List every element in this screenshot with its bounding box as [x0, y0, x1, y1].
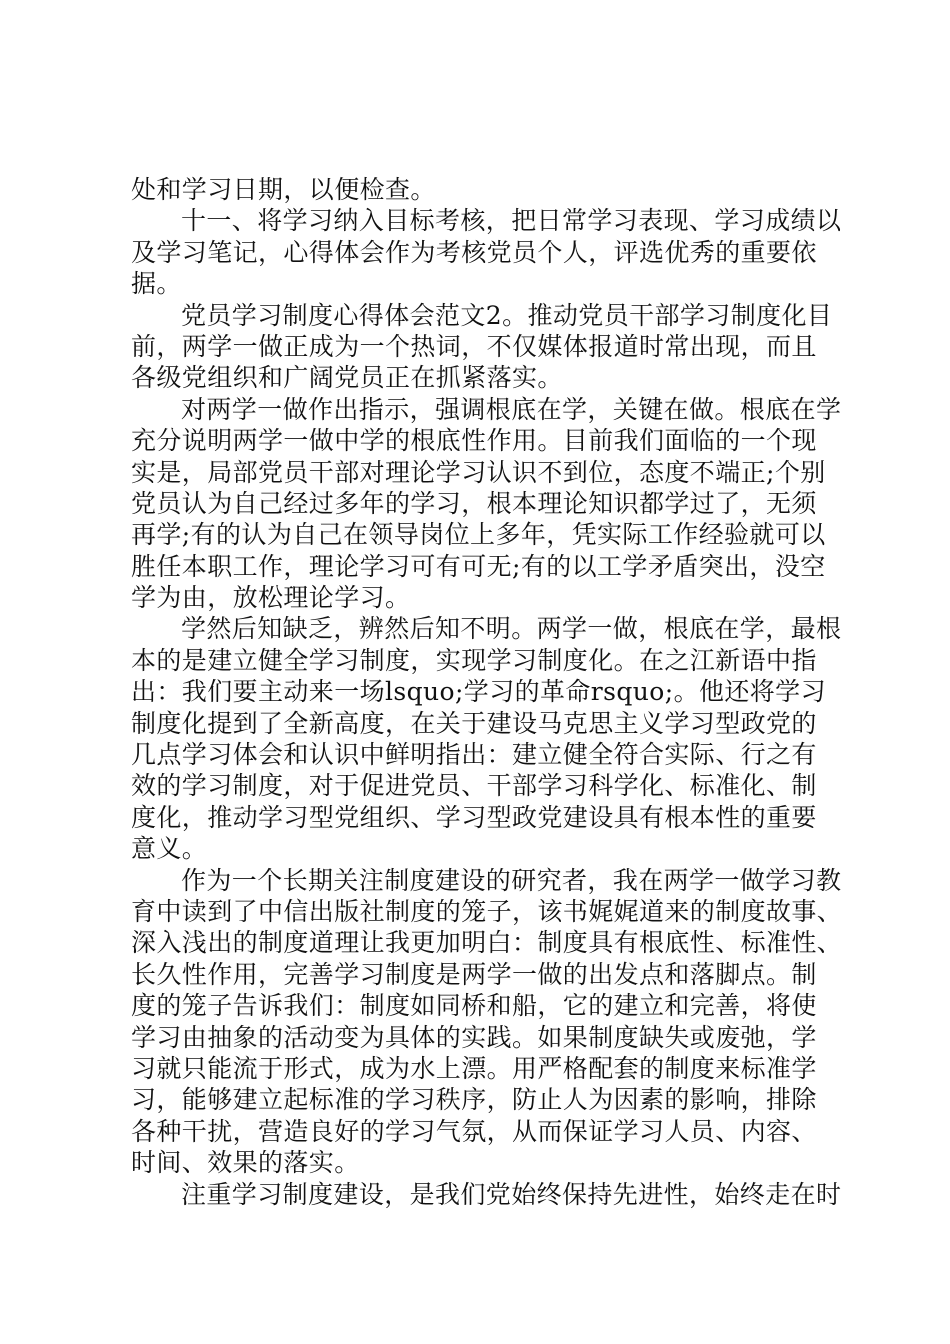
text-line: 几点学习体会和认识中鲜明指出：建立健全符合实际、行之有 — [131, 740, 817, 770]
text-line: 度化，推动学习型党组织、学习型政党建设具有根本性的重要 — [131, 802, 817, 832]
paragraph-first-line: 党员学习制度心得体会范文2。推动党员干部学习制度化目 — [181, 300, 833, 330]
text-line: 学习由抽象的活动变为具体的实践。如果制度缺失或废弛，学 — [131, 1022, 817, 1052]
text-line: 及学习笔记，心得体会作为考核党员个人，评选优秀的重要依 — [131, 237, 817, 267]
text-line: 意义。 — [131, 834, 208, 864]
text-line: 党员认为自己经过多年的学习，根本理论知识都学过了，无须 — [131, 488, 817, 518]
document-body — [131, 174, 843, 1210]
text-line: 效的学习制度，对于促进党员、干部学习科学化、标准化、制 — [131, 771, 817, 801]
paragraph-first-line: 对两学一做作出指示，强调根底在学，关键在做。根底在学 — [181, 394, 842, 424]
paragraph-first-line: 学然后知缺乏，辨然后知不明。两学一做，根底在学，最根 — [181, 614, 842, 644]
text-line: 学为由，放松理论学习。 — [131, 583, 411, 613]
text-line: 育中读到了中信出版社制度的笼子，该书娓娓道来的制度故事、 — [131, 896, 843, 926]
text-line: 长久性作用，完善学习制度是两学一做的出发点和落脚点。制 — [131, 959, 817, 989]
text-line: 习就只能流于形式，成为水上漂。用严格配套的制度来标准学 — [131, 1053, 817, 1083]
text-line: 再学;有的认为自己在领导岗位上多年，凭实际工作经验就可以 — [131, 520, 826, 550]
text-line: 处和学习日期，以便检查。 — [131, 175, 436, 204]
text-line: 出：我们要主动来一场lsquo;学习的革命rsquo;。他还将学习 — [131, 677, 826, 707]
text-line: 充分说明两学一做中学的根底性作用。目前我们面临的一个现 — [131, 426, 817, 456]
text-line: 深入浅出的制度道理让我更加明白：制度具有根底性、标准性、 — [131, 928, 843, 958]
text-line: 胜任本职工作，理论学习可有可无;有的以工学矛盾突出，没空 — [131, 551, 826, 581]
text-line: 各种干扰，营造良好的学习气氛，从而保证学习人员、内容、 — [131, 1116, 817, 1146]
text-line: 实是，局部党员干部对理论学习认识不到位，态度不端正;个别 — [131, 457, 826, 487]
paragraph-first-line: 十一、将学习纳入目标考核，把日常学习表现、学习成绩以 — [181, 206, 842, 236]
text-line: 习，能够建立起标准的学习秩序，防止人为因素的影响，排除 — [131, 1085, 817, 1115]
text-line: 时间、效果的落实。 — [131, 1148, 360, 1178]
paragraph-first-line: 注重学习制度建设，是我们党始终保持先进性，始终走在时 — [181, 1179, 842, 1209]
text-line: 据。 — [131, 269, 182, 299]
text-line: 前，两学一做正成为一个热词，不仅媒体报道时常出现，而且 — [131, 331, 817, 361]
text-line: 度的笼子告诉我们：制度如同桥和船，它的建立和完善，将使 — [131, 991, 817, 1021]
text-line: 本的是建立健全学习制度，实现学习制度化。在之江新语中指 — [131, 645, 817, 675]
text-line: 制度化提到了全新高度，在关于建设马克思主义学习型政党的 — [131, 708, 817, 738]
text-line: 各级党组织和广阔党员正在抓紧落实。 — [131, 363, 563, 393]
paragraph-first-line: 作为一个长期关注制度建设的研究者，我在两学一做学习教 — [181, 865, 842, 895]
